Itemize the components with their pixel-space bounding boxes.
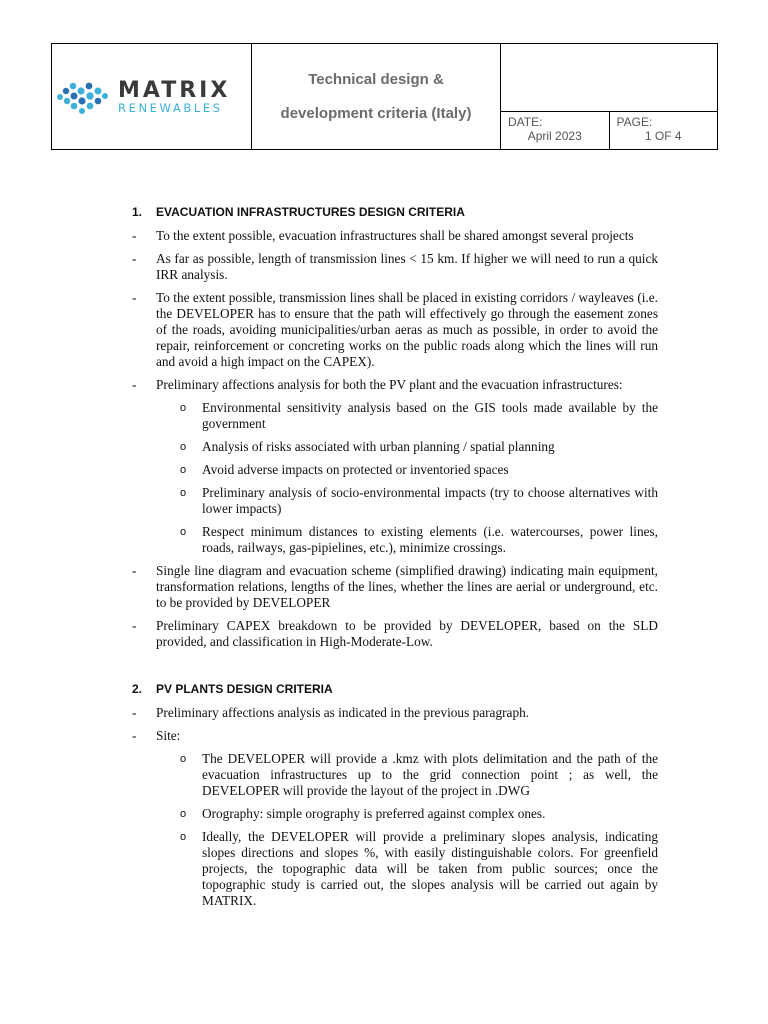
document-body (132, 204, 658, 916)
list-item: - Preliminary affections analysis for both the PV plant and the evacuation infrastructures: (132, 377, 623, 392)
date-label: DATE: (508, 115, 543, 129)
sub-list-item: o Respect minimum distances to existing elements (i.e. watercourses, power lines, roads, railways, gas-pipielines, etc.), minimize crossings. (180, 524, 658, 555)
list-item: - As far as possible, length of transmission lines < 15 km. If higher we will need to run a quick IRR analysis. (132, 251, 658, 282)
bullet-icon: o (180, 753, 187, 765)
document-title (252, 44, 501, 150)
logo-cell (52, 44, 252, 150)
section-number: 1. (132, 205, 143, 219)
logo-dots-icon (56, 79, 112, 115)
bullet-icon: o (180, 831, 187, 843)
blank-cell (501, 44, 718, 112)
company-logo (52, 79, 251, 115)
title-line-1: Technical design & (308, 70, 444, 88)
list-item: - Preliminary affections analysis as indicated in the previous paragraph. (132, 705, 530, 720)
bullet-icon: o (180, 808, 187, 820)
bullet-icon: o (180, 526, 187, 538)
sub-list-item: o Analysis of risks associated with urban planning / spatial planning (180, 439, 555, 454)
section-2-heading (132, 681, 658, 697)
list-item: - Single line diagram and evacuation scheme (simplified drawing) indicating main equipment, transformation relations, lengths of the lines, whether the lines are aerial or underground, etc. to be provided by DEVELOPER (132, 563, 658, 610)
sub-list-item: o Ideally, the DEVELOPER will provide a preliminary slopes analysis, indicating slopes directions and slopes %, with easily distinguishable colors. For greenfield projects, the topographic data will be taken from public sources; once the topographic study is carried out, the slopes analysis will be carried out again by MATRIX. (180, 829, 658, 908)
list-item: - Preliminary CAPEX breakdown to be provided by DEVELOPER, based on the SLD provided, and classification in High-Moderate-Low. (132, 618, 658, 649)
section-title: PV PLANTS DESIGN CRITERIA (156, 682, 333, 696)
sub-list-item: o Environmental sensitivity analysis based on the GIS tools made available by the government (180, 400, 658, 431)
logo-subname: RENEWABLES (118, 100, 223, 115)
title-line-2: development criteria (Italy) (280, 104, 472, 122)
sub-list-item: o Orography: simple orography is preferred against complex ones. (180, 806, 546, 821)
logo-name: MATRIX (118, 77, 231, 103)
page-cell (609, 112, 718, 150)
section-1-heading (132, 204, 658, 220)
bullet-icon: o (180, 441, 187, 453)
section-title: EVACUATION INFRASTRUCTURES DESIGN CRITERIA (156, 205, 465, 219)
bullet-icon: o (180, 402, 187, 414)
page-value: 1 OF 4 (644, 129, 682, 143)
sub-list-item: o Avoid adverse impacts on protected or inventoried spaces (180, 462, 509, 477)
list-item: - To the extent possible, evacuation infrastructures shall be shared amongst several projects (132, 228, 634, 243)
section-number: 2. (132, 682, 143, 696)
sub-list-item: o Preliminary analysis of socio-environmental impacts (try to choose alternatives with lower impacts) (180, 485, 658, 516)
date-cell (501, 112, 610, 150)
bullet-icon: o (180, 487, 187, 499)
sub-list-item: o The DEVELOPER will provide a .kmz with plots delimitation and the path of the evacuation infrastructures up to the grid connection point ; as well, the DEVELOPER will provide the layout of the project in .DWG (180, 751, 658, 798)
document-header (51, 43, 718, 150)
list-item: - Site: (132, 728, 181, 743)
list-item: - To the extent possible, transmission lines shall be placed in existing corridors / wayleaves (i.e. the DEVELOPER has to ensure that the path will effectively go through the easement zones of the roads, avoiding municipalities/urban aeras as much as possible, in order to avoid the repair, reinforcement or concreting works on the public roads along which the lines will run and avoid a high impact on the CAPEX). (132, 290, 658, 369)
page-label: PAGE: (616, 115, 653, 129)
bullet-icon: o (180, 464, 187, 476)
date-value: April 2023 (527, 129, 582, 143)
